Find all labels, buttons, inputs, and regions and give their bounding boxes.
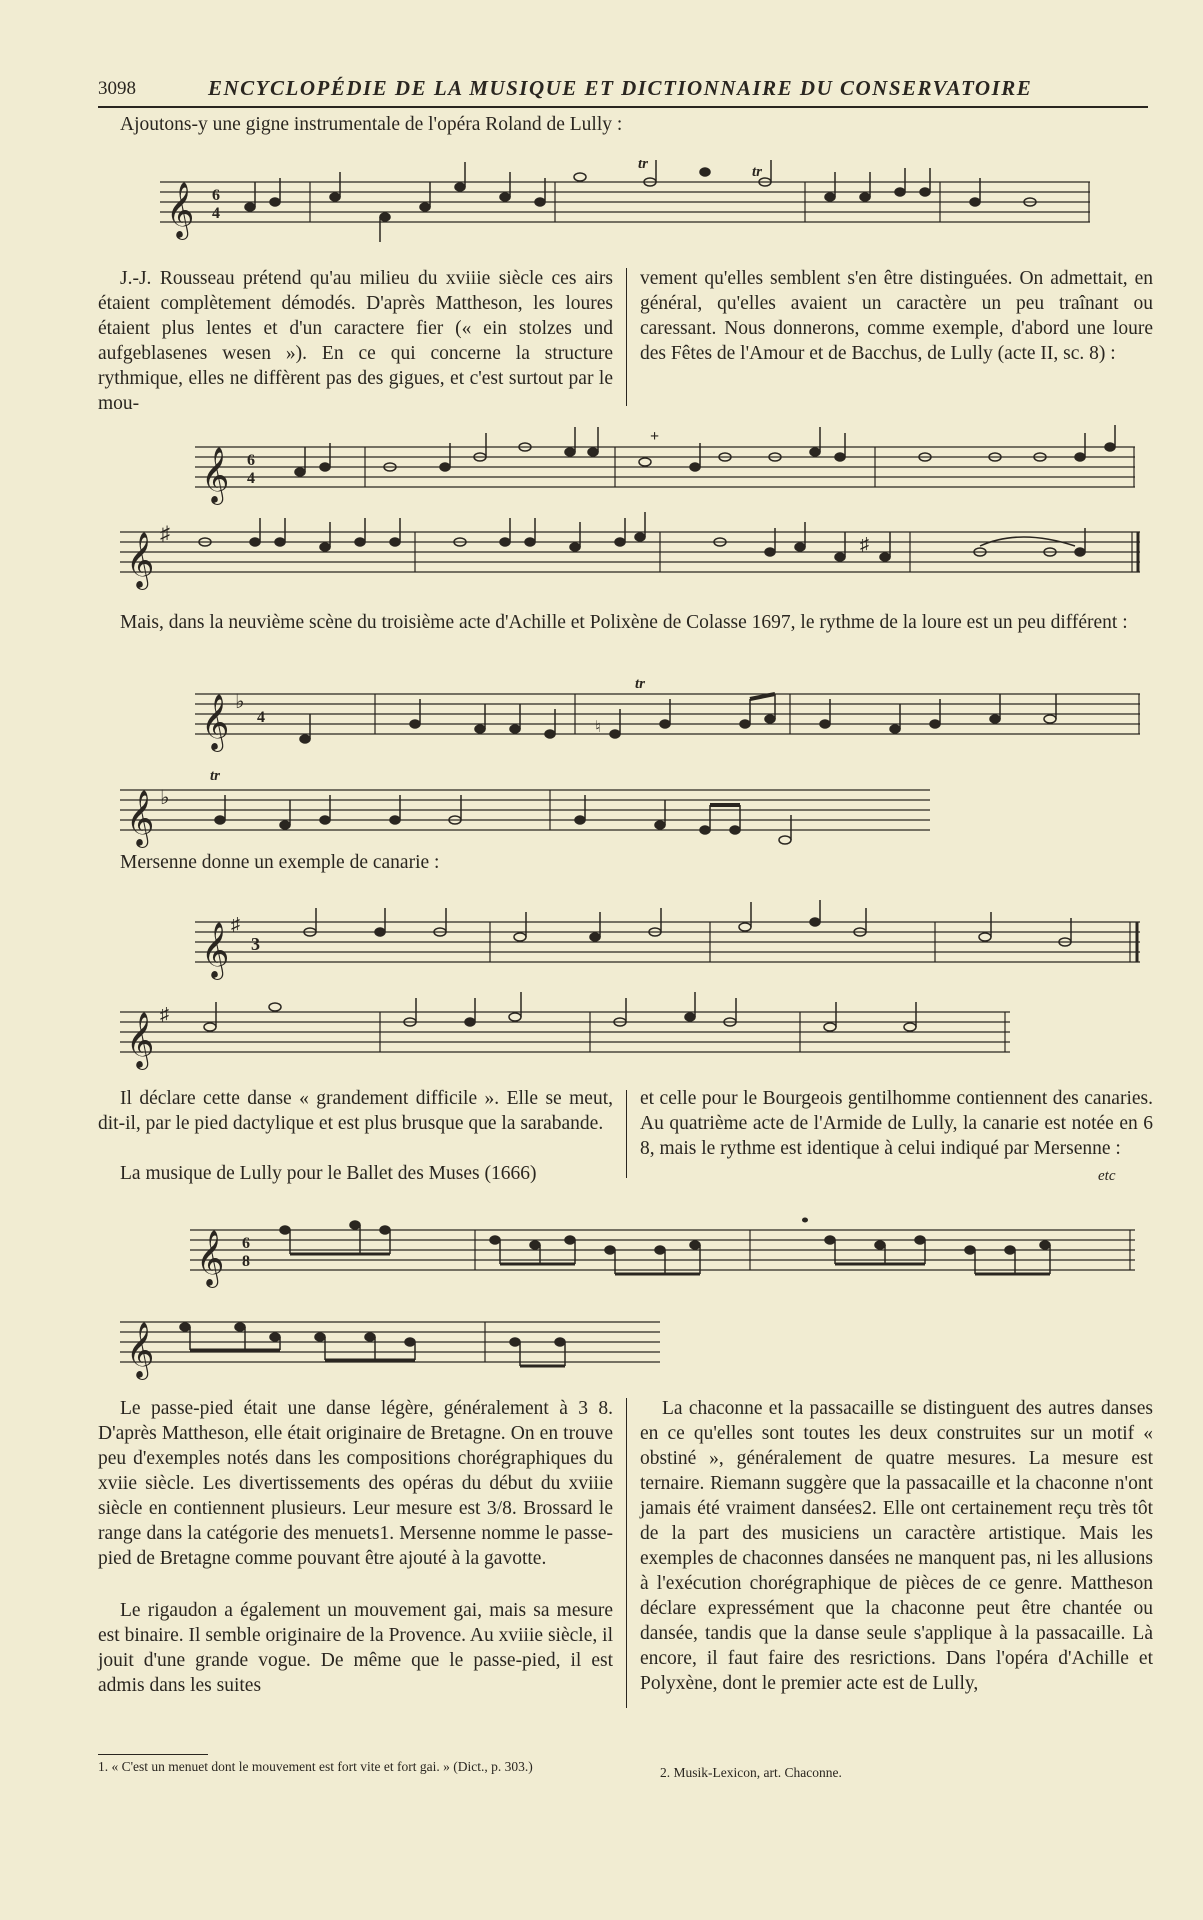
natural-icon: ♮ [595, 719, 601, 736]
ornament-icon: + [650, 428, 660, 445]
running-title: ENCYCLOPÉDIE DE LA MUSIQUE ET DICTIONNAIRE DU CONSERVATOIRE [208, 76, 1033, 100]
paragraph-ballet-des-muses: La musique de Lully pour le Ballet des Muses (1666) [120, 1163, 537, 1184]
treble-clef-icon: 𝄞 [196, 1232, 225, 1285]
treble-clef-icon: 𝄞 [126, 792, 155, 845]
footnote-2: 2. Musik-Lexicon, art. Chaconne. [660, 1765, 842, 1780]
sharp-icon: ♯ [160, 523, 170, 545]
trill-mark: tr [638, 160, 649, 172]
paragraph-passe-pied: Le passe-pied était une danse légère, généralement à 3 8. D'après Mattheson, elle était originaire de Bretagne. On en trouve peu d'exemples notés dans les compositions chorégraphiques du xviie siècle. Les divertissements des opéras du début du xviiie siècle en contiennent plusieurs. Leur mesure est 3/8. Brossard le range dans la catégorie des menuets1. Mersenne nomme le passe-pied de Bretagne comme pouvant être ajouté à la gavotte. [98, 1398, 613, 1569]
paragraph-rigaudon: Le rigaudon a également un mouvement gai, mais sa mesure est binaire. Il semble originaire de la Provence. Au xviiie siècle, il jouit d'une grande vogue. De même que le passe-pied, il est admis dans les suites [98, 1600, 613, 1696]
treble-clef-icon: 𝄞 [201, 696, 230, 749]
music-staff-loure-1 [195, 425, 1135, 515]
paragraph-rousseau: J.-J. Rousseau prétend qu'au milieu du xviiie siècle ces airs étaient complètement démodés. D'après Mattheson, les loures étaient plus lentes et d'un caractere fier (« ein stolzes und aufgeblasenes wesen »). En ce qui concerne la structure rythmique, elles ne diffèrent pas des gigues, et c'est surtout par le mou- [98, 268, 613, 414]
treble-clef-icon: 𝄞 [126, 534, 155, 587]
music-staff-canarie-1 [195, 900, 1140, 990]
footnote-1: 1. « C'est un menuet dont le mouvement est fort vite et fort gai. » (Dict., p. 303.) [98, 1759, 533, 1774]
svg-text:4: 4 [257, 709, 265, 726]
etc-caption: etc [1098, 1168, 1116, 1184]
paragraph-colasse: Mais, dans la neuvième scène du troisième acte d'Achille et Polixène de Colasse 1697, le rythme de la loure est un peu différent : [120, 612, 1128, 633]
sharp-icon: ♯ [160, 1004, 169, 1024]
svg-text:8: 8 [242, 1253, 250, 1270]
music-staff-gigue [160, 160, 1090, 250]
sharp-icon: ♯ [860, 534, 869, 554]
treble-clef-icon: 𝄞 [166, 184, 195, 237]
treble-clef-icon: 𝄞 [201, 449, 230, 502]
paragraph-loure-intro: vement qu'elles semblent s'en être distinguées. On admettait, en général, qu'elles avaient un caractère un peu traînant ou caressant. Nous donnerons, comme exemple, d'abord une loure des Fêtes de l'Amour et de Bacchus, de Lully (acte II, sc. 8) : [640, 268, 1153, 364]
svg-text:3: 3 [251, 934, 260, 954]
svg-text:6: 6 [212, 187, 220, 204]
music-staff-achille-2 [120, 768, 930, 858]
paragraph-mersenne-declaration: Il déclare cette danse « grandement difficile ». Elle se meut, dit-il, par le pied dactylique et est plus brusque que la sarabande. [98, 1088, 613, 1134]
paragraph-gigue-intro: Ajoutons-y une gigne instrumentale de l'opéra Roland de Lully : [120, 114, 623, 135]
column-divider [626, 1090, 627, 1178]
treble-clef-icon: 𝄞 [201, 924, 230, 977]
paragraph-armide: et celle pour le Bourgeois gentilhomme contiennent des canaries. Au quatrième acte de l'Armide de Lully, la canarie est notée en 6 8, mais le rythme est identique à celui indiqué par Mersenne : [640, 1088, 1153, 1159]
flat-icon: ♭ [160, 787, 170, 809]
music-staff-achille-1 [195, 672, 1140, 762]
sharp-icon: ♯ [231, 914, 240, 934]
svg-text:4: 4 [247, 470, 255, 487]
svg-text:6: 6 [247, 452, 255, 469]
column-divider [626, 268, 627, 406]
music-staff-armide-1 [190, 1208, 1135, 1298]
page-number: 3098 [98, 78, 136, 99]
trill-mark: tr [635, 676, 646, 692]
paragraph-chaconne: La chaconne et la passacaille se distinguent des autres danses en ce qu'elles sont toutes les deux construites sur un motif « obstiné », généralement de quatre mesures. La mesure est ternaire. Riemann suggère que la passacaille et la chaconne n'ont jamais été vraiment dansées2. Elle ont certainement reçu très tôt de la part des musiciens un caractère artistique. Mais les exemples de chaconnes dansées ne manquent pas, ni les allusions à l'exécution chorégraphique de pièces de ce genre. Mattheson déclare expressément que la chaconne peut être chantée ou dansée, tandis que la danse seule s'applique à la passacaille. Là encore, il faut faire des resrictions. Dans l'opéra d'Achille et Polyxène, dont le premier acte est de Lully, [640, 1398, 1153, 1694]
paragraph-mersenne-canarie: Mersenne donne un exemple de canarie : [120, 852, 440, 873]
treble-clef-icon: 𝄞 [126, 1014, 155, 1067]
music-staff-canarie-2 [120, 990, 1010, 1080]
footnote-rule [98, 1754, 208, 1755]
trill-mark: tr [210, 768, 221, 784]
svg-text:6: 6 [242, 1235, 250, 1252]
column-divider [626, 1398, 627, 1708]
trill-mark: tr [752, 164, 763, 180]
svg-text:4: 4 [212, 205, 220, 222]
flat-icon: ♭ [235, 691, 245, 713]
page-header [98, 76, 1148, 108]
treble-clef-icon: 𝄞 [126, 1324, 155, 1377]
music-staff-loure-2 [120, 510, 1140, 600]
music-staff-armide-2 [120, 1300, 660, 1390]
